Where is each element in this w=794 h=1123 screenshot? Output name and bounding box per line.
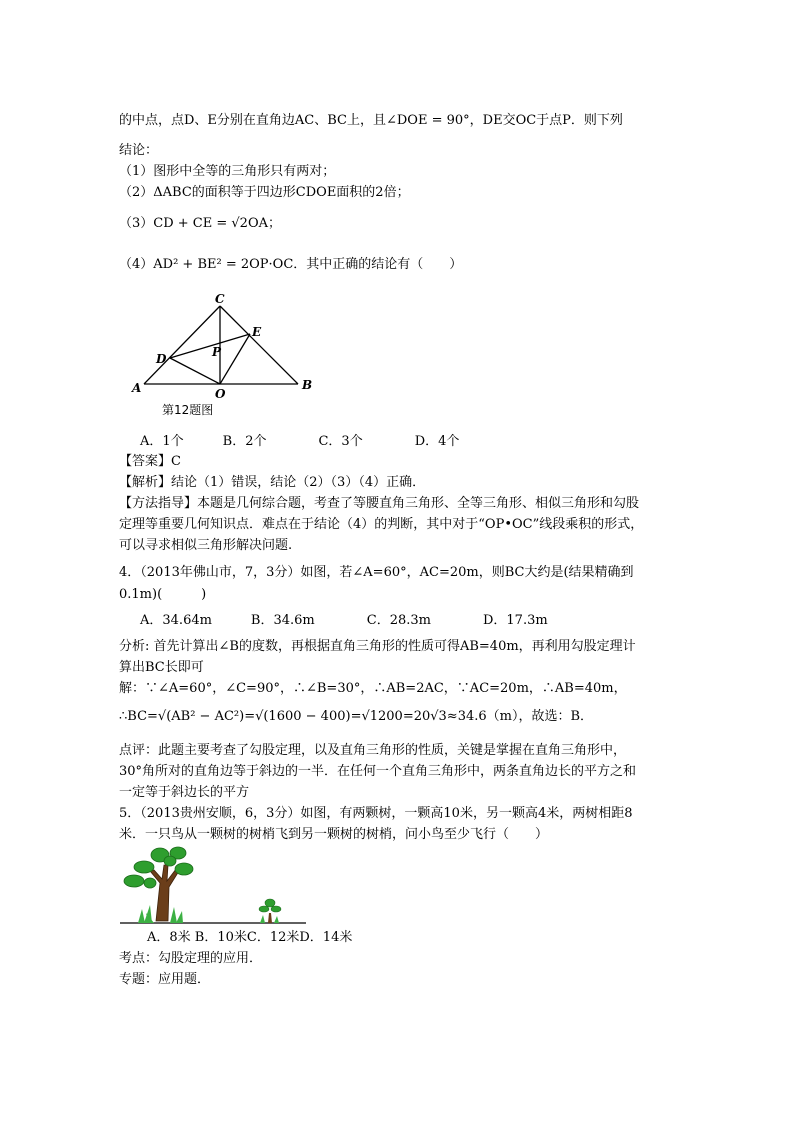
text-line: （3）CD + CE = √2OA； xyxy=(119,216,281,231)
text-line: （4）AD² + BE² = 2OP·OC．其中正确的结论有（ ） xyxy=(119,257,463,272)
text-line: 分析: 首先计算出∠B的度数，再根据直角三角形的性质可得AB=40m，再利用勾股定理计 xyxy=(119,639,636,654)
text-line: 解：∵∠A=60°，∠C=90°，∴∠B=30°，∴AB=2AC，∵AC=20m，∴AB=40m， xyxy=(119,681,627,696)
text-line: 30°角所对的直角边等于斜边的一半．在任何一个直角三角形中，两条直角边长的平方之和 xyxy=(119,764,637,779)
figure-caption: 第12题图 xyxy=(162,403,214,417)
text-line: 米．一只鸟从一颗树的树梢飞到另一颗树的树梢，问小鸟至少飞行（ ） xyxy=(119,827,549,842)
text-line: 算出BC长即可 xyxy=(119,660,204,675)
text-line: 【方法指导】本题是几何综合题，考查了等腰直角三角形、全等三角形、相似三角形和勾股 xyxy=(119,496,640,511)
label-D: D xyxy=(156,352,167,366)
answer-options: A．34.64m B．34.6m C．28.3m D．17.3m xyxy=(140,613,548,628)
text-line: 专题：应用题． xyxy=(119,972,211,987)
text-line: 4．（2013年佛山市，7，3分）如图，若∠A=60°，AC=20m，则BC大约是(结果精确到 xyxy=(119,565,634,580)
text-line: 点评：此题主要考查了勾股定理，以及直角三角形的性质，关键是掌握在直角三角形中， xyxy=(119,743,627,758)
label-C: C xyxy=(215,292,225,306)
text-line: （1）图形中全等的三角形只有两对； xyxy=(119,164,336,179)
label-A: A xyxy=(132,381,142,395)
label-E: E xyxy=(252,325,262,339)
text-line: 0.1m)( ) xyxy=(119,587,207,602)
text-line: （2）ΔABC的面积等于四边形CDOE面积的2倍； xyxy=(119,185,410,200)
trees-figure xyxy=(120,843,308,927)
text-line: 【答案】C xyxy=(119,454,181,469)
label-P: P xyxy=(212,345,222,359)
label-B: B xyxy=(302,378,313,392)
text-line: 考点：勾股定理的应用． xyxy=(119,951,263,966)
text-line: 一定等于斜边长的平方 xyxy=(119,785,250,800)
text-line: 5．（2013贵州安顺，6，3分）如图，有两颗树，一颗高10米，另一颗高4米，两树相距8 xyxy=(119,806,633,821)
text-line: 【解析】结论（1）错误，结论（2）（3）（4）正确． xyxy=(119,475,426,490)
text-line: 结论： xyxy=(119,143,159,158)
answer-options: A．1个 B．2个 C．3个 D．4个 xyxy=(140,434,460,449)
text-line: ∴BC=√(AB² − AC²)=√(1600 − 400)=√1200=20√3≈34.6（m），故选：B． xyxy=(119,709,594,724)
label-O: O xyxy=(215,387,226,401)
text-line: 可以寻求相似三角形解决问题. xyxy=(119,538,293,553)
answer-options: A．8米 B．10米C．12米D．14米 xyxy=(147,930,353,945)
text-line: 的中点，点D、E分别在直角边AC、BC上，且∠DOE = 90°，DE交OC于点P．则下列 xyxy=(119,113,623,128)
text-line: 定理等重要几何知识点．难点在于结论（4）的判断，其中对于“OP•OC”线段乘积的形式， xyxy=(119,517,644,532)
geometry-figure-12 xyxy=(128,292,328,404)
